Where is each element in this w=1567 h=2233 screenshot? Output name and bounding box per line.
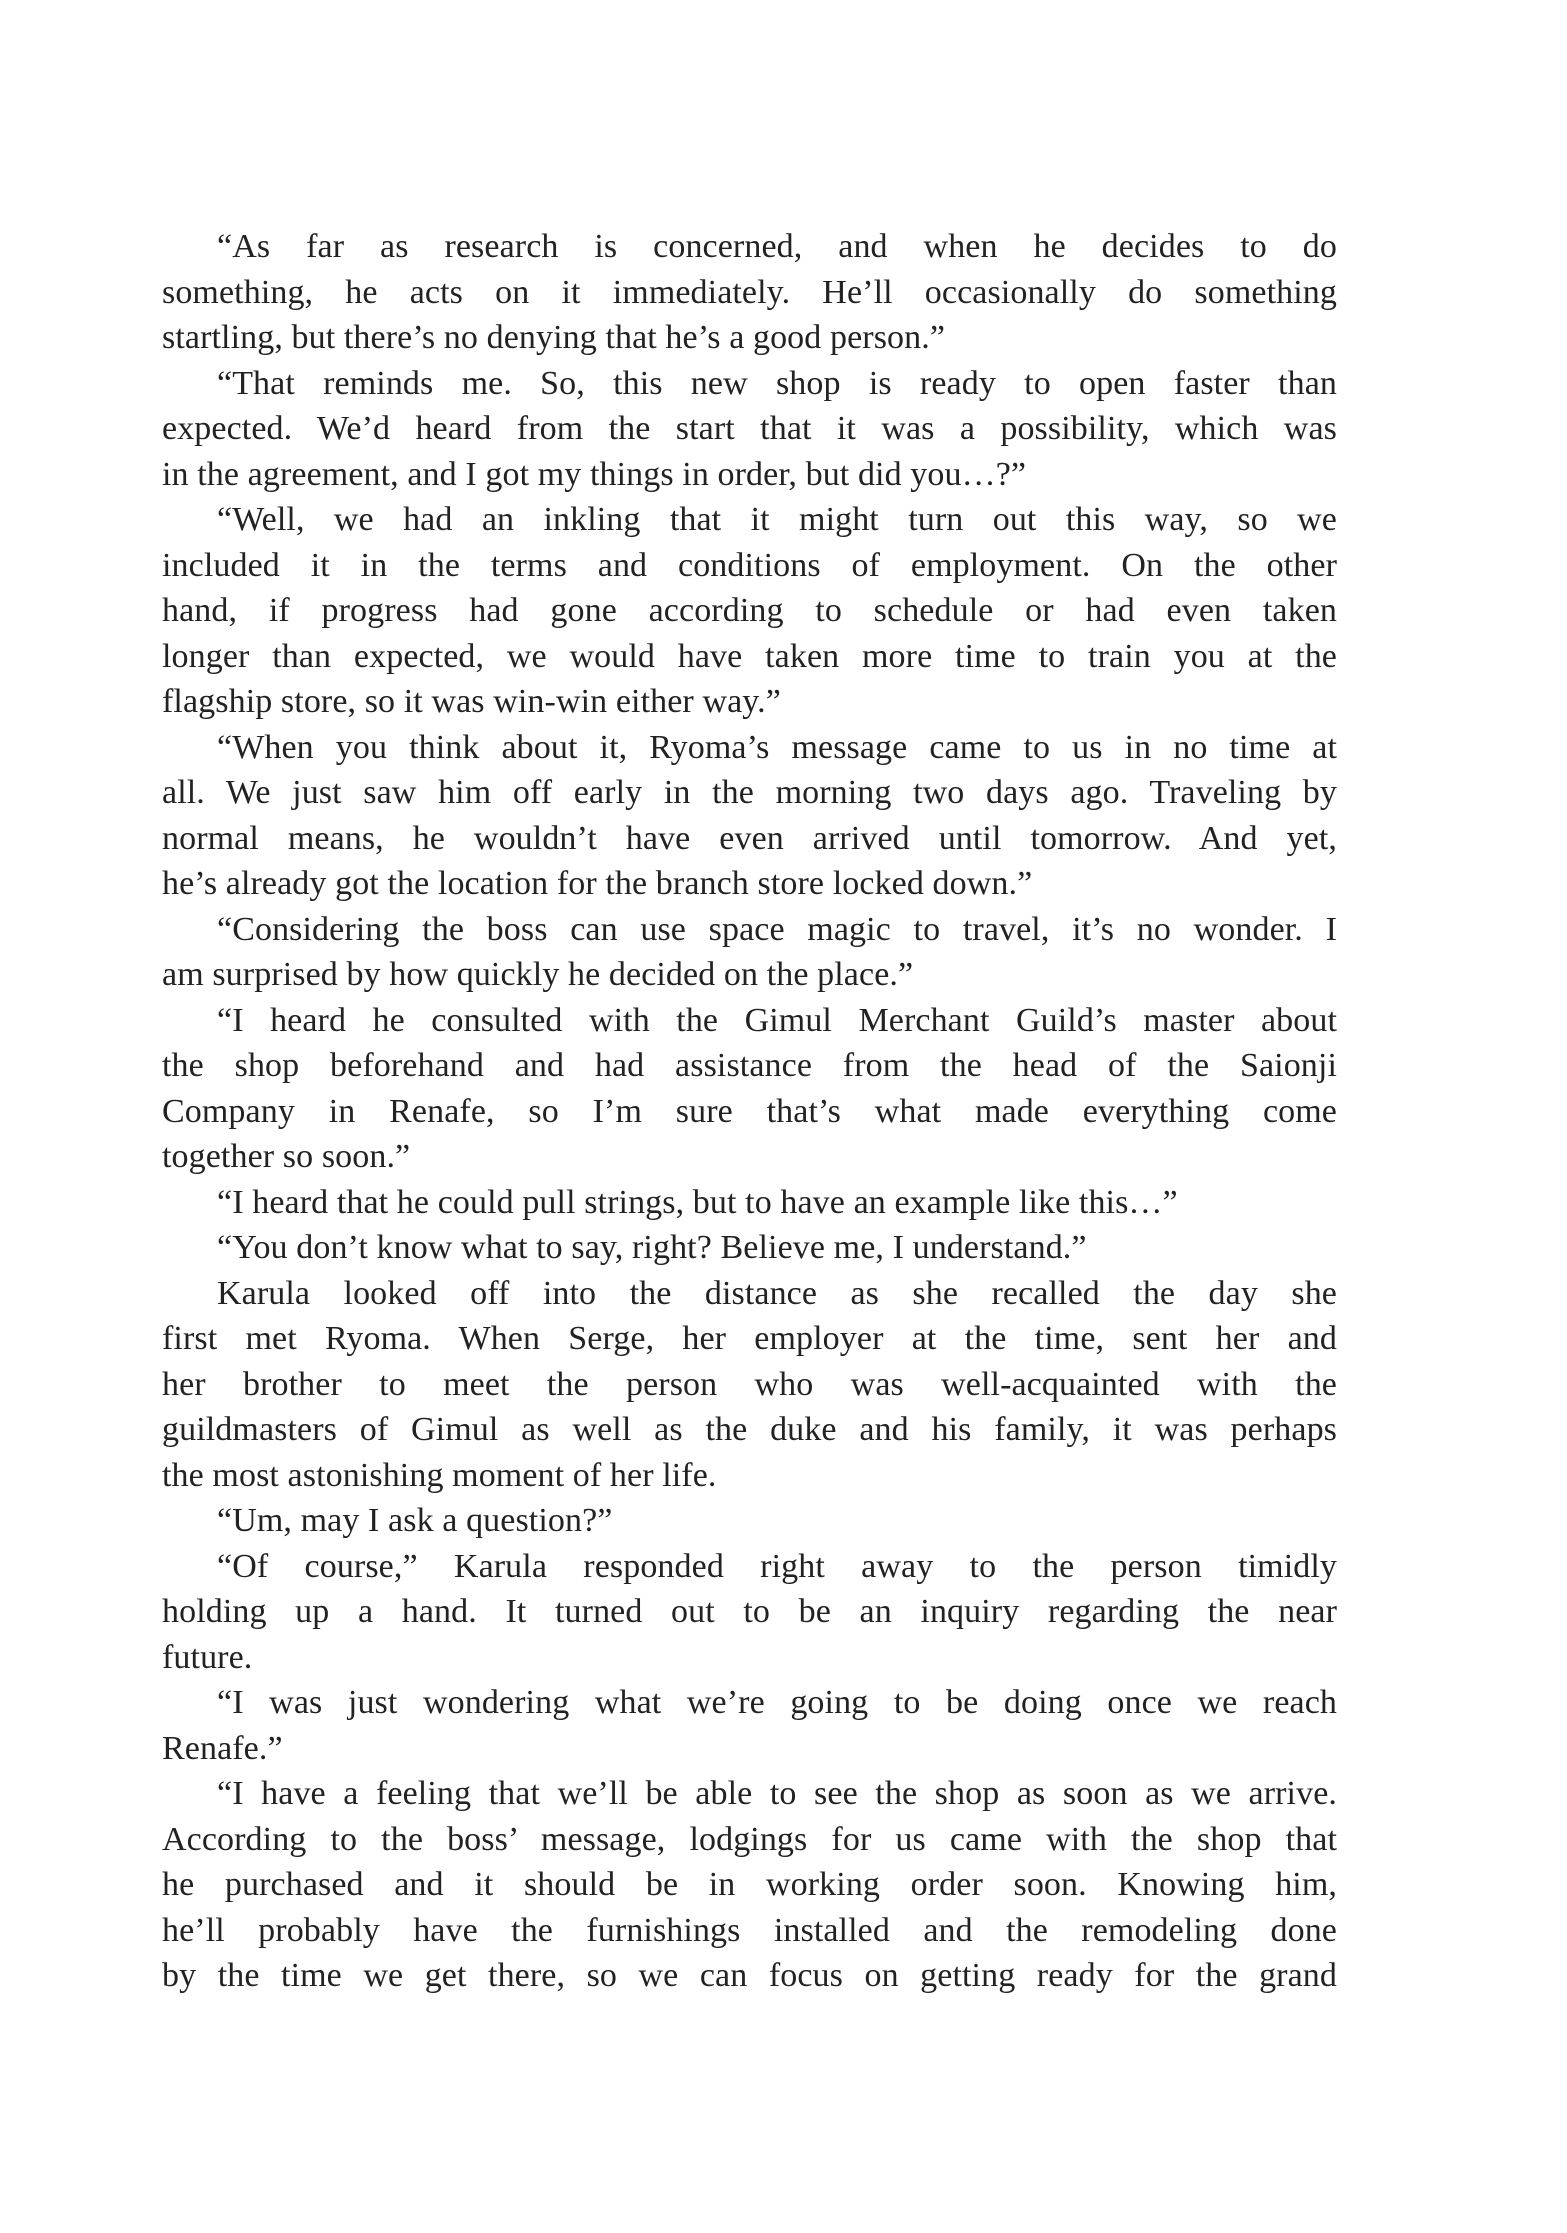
paragraph: [162, 1771, 1337, 1999]
paragraph: [162, 1180, 1337, 1226]
text-line: all. We just saw him off early in the morning two days ago. Traveling by: [162, 774, 1337, 811]
text-line: he’ll probably have the furnishings installed and the remodeling done: [162, 1911, 1337, 1949]
paragraph: [162, 361, 1337, 498]
text-line: the shop beforehand and had assistance from the head of the Saionji: [162, 1047, 1337, 1084]
text-line: he’s already got the location for the branch store locked down.”: [162, 865, 1033, 902]
text-line: Karula looked off into the distance as she recalled the day she: [217, 1274, 1337, 1312]
text-line: Company in Renafe, so I’m sure that’s what made everything come: [162, 1092, 1337, 1130]
text-line: the most astonishing moment of her life.: [162, 1456, 717, 1494]
text-line: flagship store, so it was win-win either way.”: [162, 683, 781, 720]
text-line: “Considering the boss can use space magic to travel, it’s no wonder. I: [217, 910, 1337, 948]
text-line: hand, if progress had gone according to schedule or had even taken: [162, 592, 1337, 629]
text-line: in the agreement, and I got my things in order, but did you…?”: [162, 455, 1027, 493]
text-line: “As far as research is concerned, and when he decides to do: [217, 228, 1337, 265]
paragraph: [162, 1271, 1337, 1499]
text-line: “Of course,” Karula responded right away to the person timidly: [217, 1547, 1337, 1585]
paragraph: [162, 998, 1337, 1180]
text-line: “You don’t know what to say, right? Believe me, I understand.”: [217, 1229, 1087, 1266]
text-line: According to the boss’ message, lodgings for us came with the shop that: [162, 1820, 1337, 1858]
text-line: he purchased and it should be in working order soon. Knowing him,: [162, 1866, 1337, 1903]
text-line: Renafe.”: [162, 1729, 283, 1767]
text-line: longer than expected, we would have taken more time to train you at the: [162, 637, 1337, 675]
text-line: future.: [162, 1638, 253, 1676]
text-line: “I was just wondering what we’re going to be doing once we reach: [217, 1684, 1337, 1721]
text-line: “I have a feeling that we’ll be able to see the shop as soon as we arrive.: [217, 1775, 1337, 1812]
paragraph: [162, 907, 1337, 998]
text-line: by the time we get there, so we can focus on getting ready for the grand: [162, 1957, 1337, 1994]
text-line: am surprised by how quickly he decided on the place.”: [162, 956, 914, 993]
paragraph: [162, 725, 1337, 907]
text-line: guildmasters of Gimul as well as the duke and his family, it was perhaps: [162, 1411, 1337, 1448]
text-line: included it in the terms and conditions of employment. On the other: [162, 546, 1337, 584]
text-line: first met Ryoma. When Serge, her employer at the time, sent her and: [162, 1320, 1337, 1357]
text-line: holding up a hand. It turned out to be an inquiry regarding the near: [162, 1593, 1337, 1630]
text-line: startling, but there’s no denying that he’s a good person.”: [162, 319, 946, 356]
text-line: her brother to meet the person who was well-acquainted with the: [162, 1365, 1337, 1403]
text-line: “Um, may I ask a question?”: [217, 1502, 613, 1539]
text-line: something, he acts on it immediately. He’ll occasionally do something: [162, 273, 1337, 311]
paragraph: [162, 1225, 1337, 1271]
paragraph: [162, 1544, 1337, 1681]
text-line: expected. We’d heard from the start that it was a possibility, which was: [162, 410, 1337, 447]
paragraph: [162, 224, 1337, 361]
paragraph: [162, 1498, 1337, 1544]
paragraph: [162, 497, 1337, 725]
text-line: “I heard that he could pull strings, but to have an example like this…”: [217, 1183, 1178, 1221]
paragraph: [162, 1680, 1337, 1771]
text-line: “I heard he consulted with the Gimul Merchant Guild’s master about: [217, 1001, 1337, 1039]
text-line: “That reminds me. So, this new shop is ready to open faster than: [217, 364, 1337, 402]
text-column: [162, 224, 1337, 1999]
text-line: together so soon.”: [162, 1138, 411, 1175]
text-line: “When you think about it, Ryoma’s message came to us in no time at: [217, 728, 1337, 766]
text-line: “Well, we had an inkling that it might turn out this way, so we: [217, 501, 1337, 538]
text-line: normal means, he wouldn’t have even arrived until tomorrow. And yet,: [162, 819, 1337, 857]
